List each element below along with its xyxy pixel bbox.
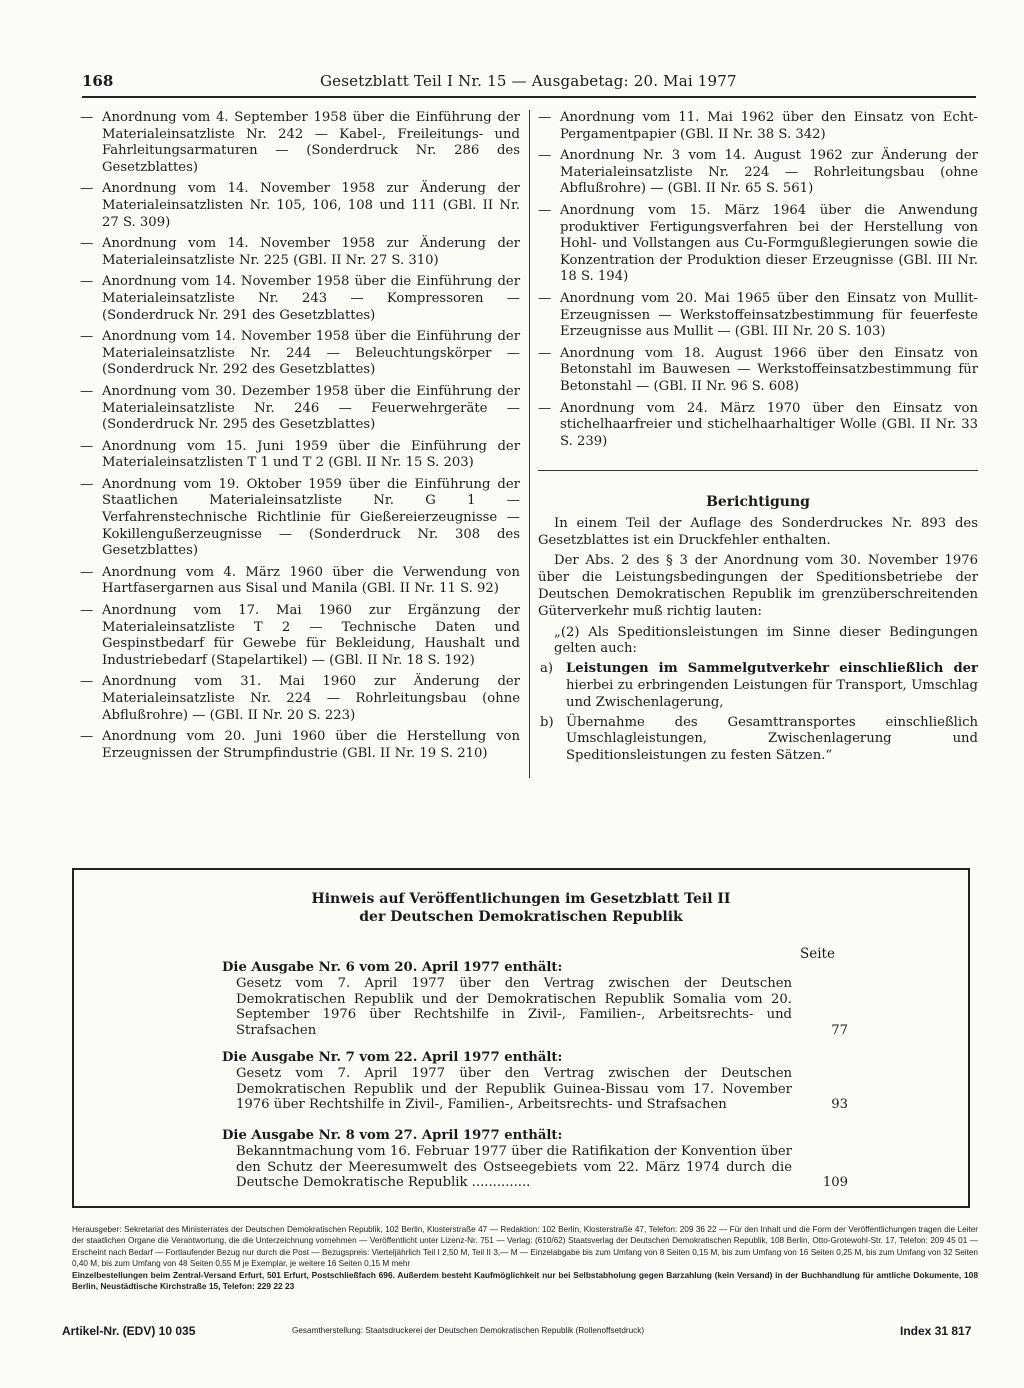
item-text: hierbei zu erbringenden Leistungen für Transport, Umschlag und Zwischenlagerung, [566,677,978,710]
list-item [80,181,520,231]
correction-paragraph: In einem Teil der Auflage des Sonderdruckes Nr. 893 des Gesetzblattes ist ein Druckfehler enthalten. [538,515,978,548]
list-item [80,384,520,434]
dash-marker: — [538,148,552,164]
issue-page: 109 [822,1175,848,1191]
entry-text: Anordnung vom 14. November 1958 zur Änderung der Materialeinsatzlisten Nr. 105, 106, 108 und 111 (GBl. II Nr. 27 S. 309) [102,181,520,230]
correction-item-b [540,715,978,765]
notice-title-line: Hinweis auf Veröffentlichungen im Gesetzblatt Teil II [311,891,731,907]
list-item [80,236,520,269]
entry-text: Anordnung vom 20. Mai 1965 über den Einsatz von Mullit-Erzeugnissen — Werkstoffeinsatzbestimmung für feuerfeste Erzeugnisse aus Mullit — (GBl. III Nr. 20 S. 103) [560,290,978,340]
dash-marker: — [80,476,94,492]
list-item [538,148,978,198]
page-number: 168 [82,72,114,90]
entry-text: Anordnung vom 19. Oktober 1959 über die Einführung der Staatlichen Materialeinsatzliste Nr. G 1 — Verfahrenstechnische Richtlinie für Gießereierzeugnisse — Kokillengußerzeugnisse — (Sonderdruck Nr. 308 des Gesetzblattes) [102,476,520,559]
order-info: Einzelbestellungen beim Zentral-Versand Erfurt, 501 Erfurt, Postschließfach 696. Außerdem besteht Kaufmöglichkeit nur bei Selbstabholung gegen Barzahlung (kein Versand) in der Buchhandlung für amtliche Dokumente, 108 Berlin, Neustädtische Kirchstraße 15, Telefon: 229 22 23 [72,1269,978,1292]
correction-title: Berichtigung [706,494,810,510]
entry-text: Anordnung vom 14. November 1958 zur Änderung der Materialeinsatzliste Nr. 225 (GBl. II Nr. 27 S. 310) [102,236,520,268]
entry-text: Anordnung vom 24. März 1970 über den Einsatz von stichelhaarfreier und stichelhaarhaltiger Wolle (GBl. II Nr. 33 S. 239) [560,400,978,449]
issue-entry [222,1050,848,1113]
issue-page: 93 [831,1097,848,1113]
dash-marker: — [538,202,552,218]
dash-marker: — [80,674,94,690]
section-divider [538,470,978,471]
issue-text: Gesetz vom 7. April 1977 über den Vertrag zwischen der Deutschen Demokratischen Republik und der Demokratischen Republik Somalia vom 20. September 1976 über Rechtshilfe in Zivil-, Familien-, Arbeitsrechts- und Strafsachen [236,975,792,1039]
entry-text: Anordnung vom 11. Mai 1962 über den Einsatz von Echt-Pergamentpapier (GBl. II Nr. 38 S. 342) [560,110,978,142]
issue-entry [222,960,848,1039]
dash-marker: — [80,236,94,252]
dash-marker: — [538,400,552,416]
entry-text: Anordnung vom 14. November 1958 über die Einführung der Materialeinsatzliste Nr. 243 — Kompressoren — (Sonderdruck Nr. 291 des Gesetzblattes) [102,274,520,323]
list-item [538,346,978,396]
correction-section [538,494,978,765]
item-label: b) [540,714,554,730]
index-number: Index 31 817 [900,1324,972,1338]
notice-box [72,868,970,1208]
printer-info: Gesamtherstellung: Staatsdruckerei der Deutschen Demokratischen Republik (Rollenoffsetdruck) [292,1326,645,1335]
entry-text: Anordnung vom 31. Mai 1960 zur Änderung der Materialeinsatzliste Nr. 224 — Rohrleitungsbau (ohne Abflußrohre) — (GBl. II Nr. 20 S. 223) [102,674,520,723]
dash-marker: — [80,383,94,399]
list-item [80,274,520,324]
issue-heading: Die Ausgabe Nr. 7 vom 22. April 1977 enthält: [222,1050,563,1065]
dash-marker: — [80,110,94,125]
entry-text: Anordnung vom 14. November 1958 über die Einführung der Materialeinsatzliste Nr. 244 — Beleuchtungskörper — (Sonderdruck Nr. 292 des Gesetzblattes) [102,329,520,378]
article-number: Artikel-Nr. (EDV) 10 035 [62,1324,196,1338]
entry-text: Anordnung vom 15. März 1964 über die Anwendung produktiver Fertigungsverfahren bei der Herstellung von Hohl- und Vollstangen aus Cu-Formgußlegierungen sowie die Konzentration der Produktion dieser Erzeugnisse (GBl. III Nr. 18 S. 194) [560,202,978,285]
dash-marker: — [80,603,94,619]
notice-title-line: der Deutschen Demokratischen Republik [359,909,683,925]
dash-marker: — [80,729,94,745]
dash-marker: — [80,329,94,345]
issue-text: Bekanntmachung vom 16. Februar 1977 über die Ratifikation der Konvention über den Schutz der Meeresumwelt des Ostseegebiets vom 22. März 1974 durch die Deutsche Demokratische Republik .............. [236,1143,792,1191]
issue-entry [222,1128,848,1191]
list-item [80,674,520,724]
notice-title [74,890,968,926]
entry-text: Anordnung vom 15. Juni 1959 über die Einführung der Materialeinsatzlisten T 1 und T 2 (GBl. II Nr. 15 S. 203) [102,438,520,471]
page-header [82,72,976,98]
item-text: Übernahme des Gesamttransportes einschließlich Umschlagleistungen, Zwischenlagerung und Speditionsleistungen zu festen Sätzen.“ [566,714,978,764]
list-item [538,110,978,143]
imprint-footer [72,1224,978,1292]
list-item [80,729,520,762]
correction-quote: „(2) Als Speditionsleistungen im Sinne dieser Bedingungen gelten auch: [554,624,978,657]
correction-item-a [540,661,978,711]
dash-marker: — [538,345,552,361]
dash-marker: — [80,438,94,454]
entry-text: Anordnung vom 30. Dezember 1958 über die Einführung der Materialeinsatzliste Nr. 246 — Feuerwehrgeräte — (Sonderdruck Nr. 295 des Gesetzblattes) [102,383,520,433]
right-column [538,110,978,455]
dash-marker: — [80,274,94,290]
entry-text: Anordnung Nr. 3 vom 14. August 1962 zur Änderung der Materialeinsatzliste Nr. 224 — Rohrleitungsbau (ohne Abflußrohre) — (GBl. II Nr. 65 S. 561) [560,148,978,197]
list-item [80,439,520,472]
issue-heading: Die Ausgabe Nr. 8 vom 27. April 1977 enthält: [222,1128,563,1143]
correction-paragraph: Der Abs. 2 des § 3 der Anordnung vom 30. November 1976 über die Leistungsbedingungen der Speditionsbetriebe der Deutschen Demokratischen Republik im grenzüberschreitenden Güterverkehr muß richtig lauten: [538,553,978,619]
dash-marker: — [538,110,552,125]
dash-marker: — [80,564,94,580]
list-item [538,291,978,341]
list-item [80,565,520,598]
entry-text: Anordnung vom 4. März 1960 über die Verwendung von Hartfasergarnen aus Sisal und Manila (GBl. II Nr. 11 S. 92) [102,564,520,597]
entry-text: Anordnung vom 18. August 1966 über den Einsatz von Betonstahl im Bauwesen — Werkstoffeinsatzbestimmung für Betonstahl — (GBl. II Nr. 96 S. 608) [560,345,978,394]
column-divider [529,110,530,778]
list-item [80,477,520,560]
entry-text: Anordnung vom 4. September 1958 über die Einführung der Materialeinsatzliste Nr. 242 — Kabel-, Freileitungs- und Fahrleitungsarmaturen — (Sonderdruck Nr. 286 des Gesetzblattes) [102,110,520,175]
page-column-label: Seite [800,946,835,962]
imprint-text: Herausgeber: Sekretariat des Ministerrates der Deutschen Demokratischen Republik, 102 Berlin, Klosterstraße 47 — Redaktion: 102 Berlin, Klosterstraße 47, Telefon: 209 36 22 — Für den Inhalt und die Form der Veröffentlichungen tragen die Leiter der staatlichen Organe die Verantwortung, die die Unterzeichnung vornehmen — Veröffentlicht unter Lizenz-Nr. 751 — Verlag: (610/62) Staatsverlag der Deutschen Demokratischen Republik, 108 Berlin, Otto-Grotewohl-Str. 17, Telefon: 209 45 01 — Erscheint nach Bedarf — Fortlaufender Bezug nur durch die Post — Bezugspreis: Vierteljährlich Teil I 2,50 M, Teil II 3,— M — Einzelabgabe bis zum Umfang von 8 Seiten 0,15 M, bis zum Umfang von 16 Seiten 0,25 M, bis zum Umfang von 32 Seiten 0,40 M, bis zum Umfang von 48 Seiten 0,55 M je Exemplar, je weitere 16 Seiten 0,15 M mehr [72,1225,978,1269]
issue-text: Gesetz vom 7. April 1977 über den Vertrag zwischen der Deutschen Demokratischen Republik und der Republik Guinea-Bissau vom 17. November 1976 über Rechtshilfe in Zivil-, Familien-, Arbeitsrechts- und Strafsachen [236,1065,792,1113]
left-column [80,110,520,767]
item-label: a) [540,661,554,677]
issue-page: 77 [831,1023,848,1039]
issue-heading: Die Ausgabe Nr. 6 vom 20. April 1977 enthält: [222,960,563,975]
entry-text: Anordnung vom 17. Mai 1960 zur Ergänzung der Materialeinsatzliste T 2 — Technische Daten und Gespinstbedarf für Gewebe für Bekleidung, Haushalt und Industriebedarf (Stapelartikel) — (GBl. II Nr. 18 S. 192) [102,603,520,668]
list-item [80,329,520,379]
list-item [80,603,520,669]
dash-marker: — [538,290,552,306]
list-item [538,401,978,451]
dash-marker: — [80,181,94,197]
list-item [80,110,520,176]
item-bold-text: Leistungen im Sammelgutverkehr einschließlich der [566,661,978,677]
running-title: Gesetzblatt Teil I Nr. 15 — Ausgabetag: 20. Mai 1977 [320,72,737,90]
list-item [538,203,978,286]
entry-text: Anordnung vom 20. Juni 1960 über die Herstellung von Erzeugnissen der Strumpfindustrie (GBl. II Nr. 19 S. 210) [102,729,520,761]
